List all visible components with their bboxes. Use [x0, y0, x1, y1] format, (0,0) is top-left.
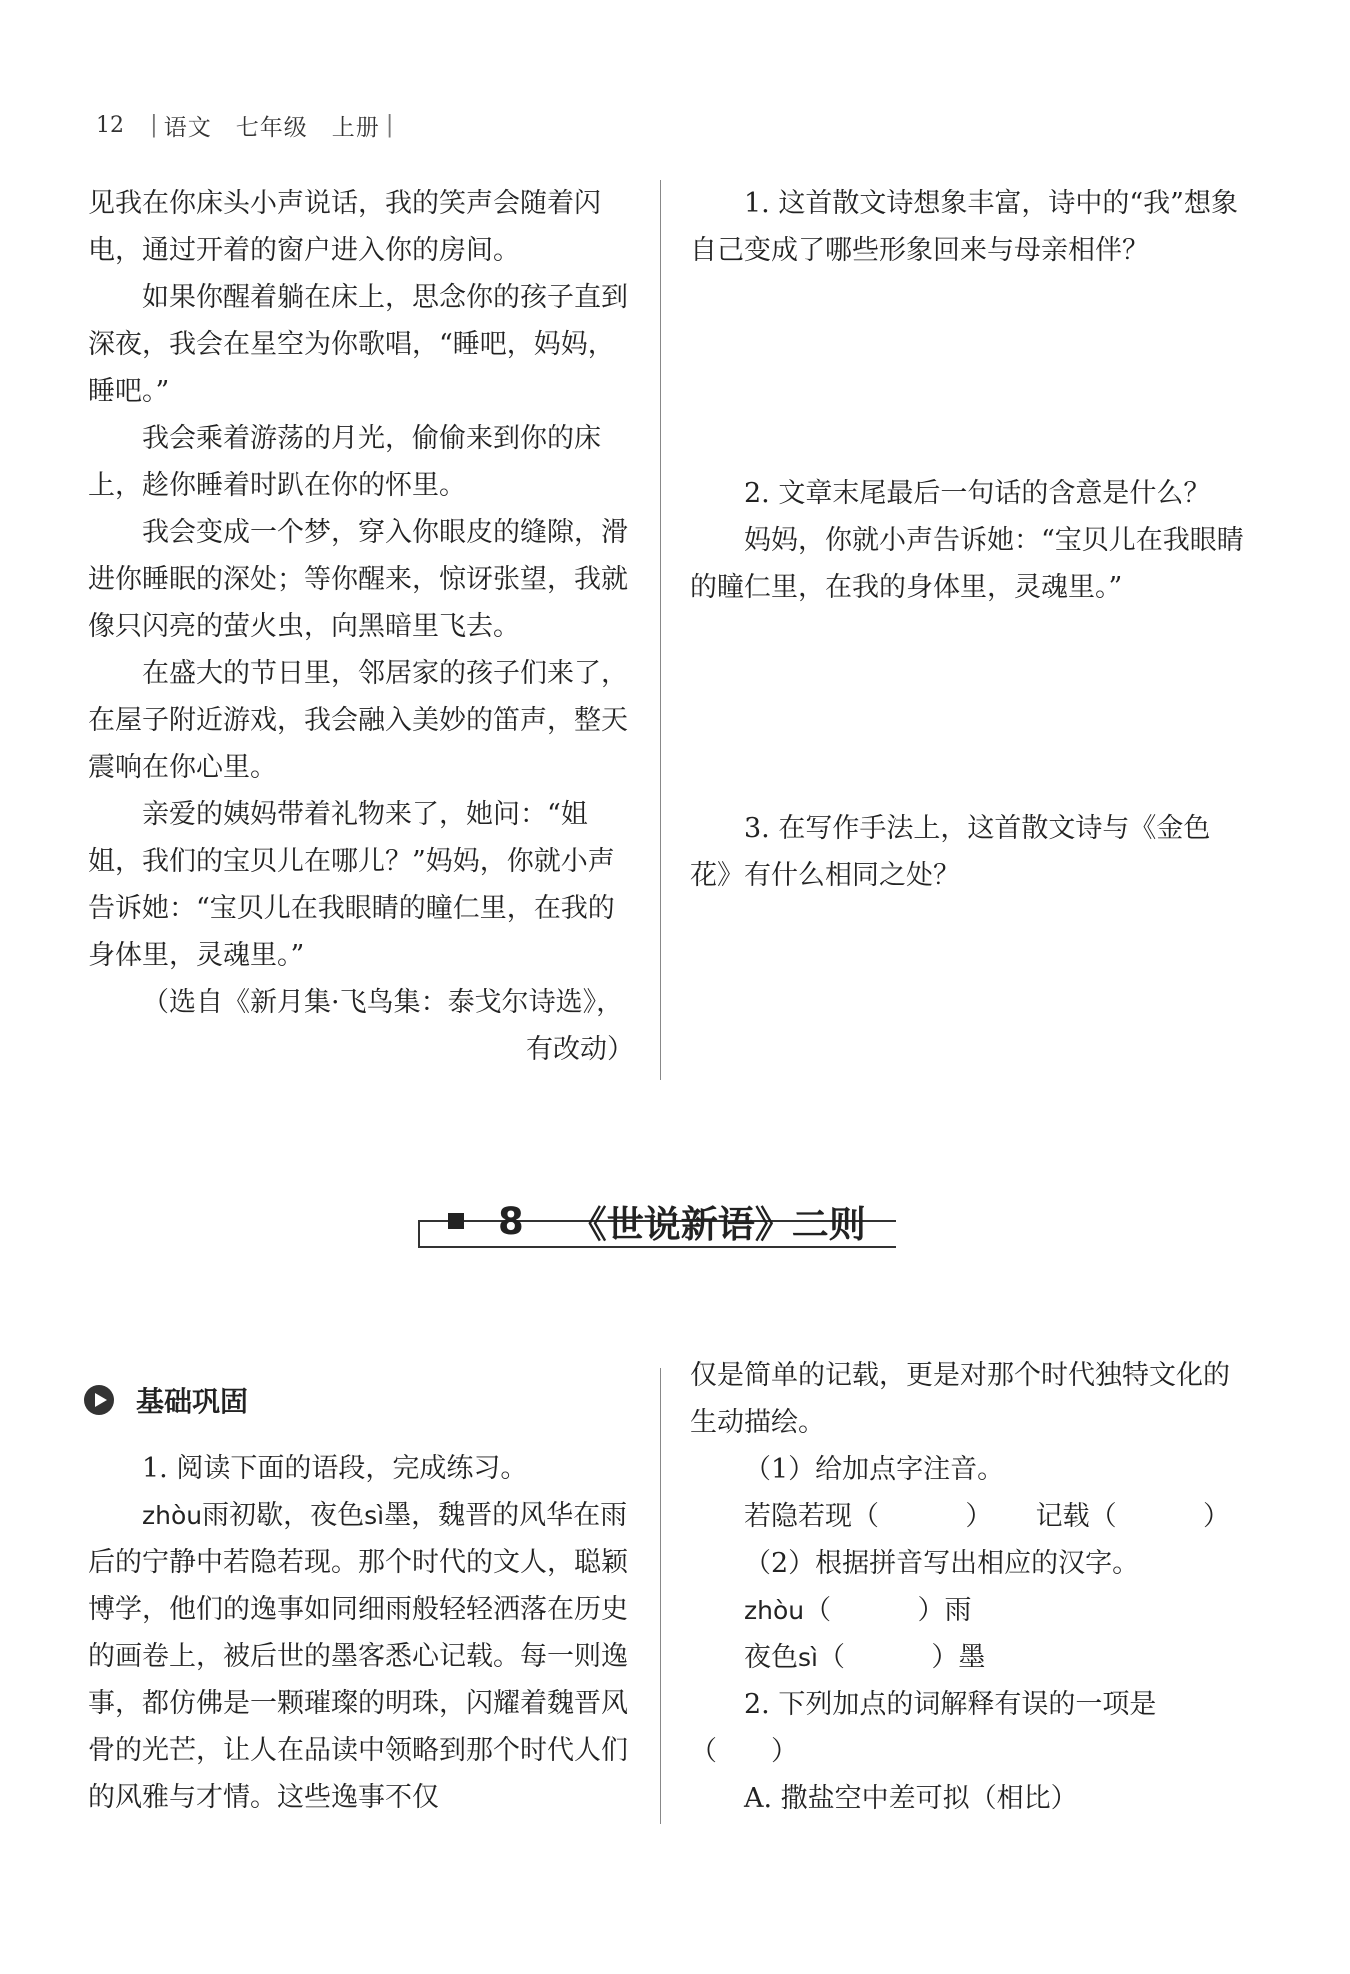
paren-close-text: ）雨: [917, 1595, 972, 1626]
page-header: [96, 108, 400, 142]
play-icon: [84, 1385, 114, 1415]
passage-text: 墨，魏晋的风华在雨后的宁静中若隐若现。那个时代的文人，聪颖博学，他们的逸事如同细雨般轻轻洒落在历史的画卷上，被后世的墨客悉心记载。每一则逸事，都仿佛是一颗璀璨的明珠，闪耀着魏晋风骨的光芒，让人在品读中领略到那个时代人们的风雅与才情。这些逸事不仅: [88, 1500, 628, 1813]
sub-question-2: （2）根据拼音写出相应的汉字。: [744, 1548, 1140, 1579]
exercise-column-left: [88, 1445, 634, 1821]
column-divider: [660, 180, 661, 1080]
poem-paragraph: 亲爱的姨妈带着礼物来了，她问：“姐姐，我们的宝贝儿在哪儿？”妈妈，你就小声告诉她：“宝贝儿在我眼睛的瞳仁里，在我的身体里，灵魂里。”: [88, 799, 615, 971]
pinyin-line: [690, 1587, 1250, 1634]
question-2-answer: 妈妈，你就小声告诉她：“宝贝儿在我眼睛的瞳仁里，在我的身体里，灵魂里。”: [690, 525, 1244, 603]
passage-continuation: 仅是简单的记载，更是对那个时代独特文化的生动描绘。: [690, 1360, 1230, 1438]
option-a: A. 撒盐空中差可拟（相比）: [744, 1783, 1078, 1814]
square-icon: [448, 1213, 464, 1229]
answer-paren[interactable]: （ ）: [690, 1736, 798, 1767]
paren-close: ）: [1202, 1501, 1230, 1532]
header-divider: |: [385, 112, 394, 138]
subsection-title: 基础巩固: [136, 1385, 249, 1418]
section-number: 8: [498, 1199, 524, 1243]
header-divider: |: [150, 112, 158, 138]
question-3: 3. 在写作手法上，这首散文诗与《金色花》有什么相同之处？: [690, 813, 1211, 891]
pinyin-zhou: zhòu: [744, 1596, 805, 1625]
source-note: 有改动）: [526, 1034, 634, 1065]
annotation-line: [690, 1493, 1250, 1540]
reading-passage: [88, 1492, 634, 1821]
column-divider: [660, 1368, 661, 1824]
poem-paragraph: 我会变成一个梦，穿入你眼皮的缝隙，滑进你睡眠的深处；等你醒来，惊讶张望，我就像只闪亮的萤火虫，向黑暗里飞去。: [88, 517, 628, 642]
question-1: 1. 这首散文诗想象丰富，诗中的“我”想象自己变成了哪些形象回来与母亲相伴？: [690, 188, 1238, 266]
section-heading: 《世说新语》二则: [569, 1203, 866, 1246]
poem-paragraph: 我会乘着游荡的月光，偷偷来到你的床上，趁你睡着时趴在你的怀里。: [88, 423, 601, 501]
page-number: 12: [96, 112, 124, 138]
passage-text: 雨初歇，夜色: [202, 1500, 365, 1531]
poem-column: [88, 180, 634, 1073]
paren-close: ）: [965, 1501, 993, 1532]
paren-open: （: [817, 1642, 845, 1673]
pinyin-line: [690, 1634, 1250, 1681]
book-title: 语文 七年级 上册: [163, 114, 380, 141]
paren-close-text: ）墨: [931, 1642, 986, 1673]
question-2-prompt: 2. 下列加点的词解释有误的一项是: [744, 1689, 1157, 1720]
pinyin-si: sì: [364, 1501, 385, 1530]
poem-paragraph: 见我在你床头小声说话，我的笑声会随着闪电，通过开着的窗户进入你的房间。: [88, 188, 601, 266]
questions-column: [690, 180, 1250, 274]
exercise-1-prompt: 1. 阅读下面的语段，完成练习。: [142, 1453, 528, 1484]
poem-paragraph: 在盛大的节日里，邻居家的孩子们来了，在屋子附近游戏，我会融入美妙的笛声，整天震响在你心里。: [88, 658, 628, 783]
question-2: 2. 文章末尾最后一句话的含意是什么？: [744, 478, 1211, 509]
section-title: [418, 1196, 896, 1246]
subsection-heading: [84, 1378, 248, 1422]
exercise-column-right: [690, 1352, 1250, 1822]
poem-paragraph: 如果你醒着躺在床上，思念你的孩子直到深夜，我会在星空为你歌唱，“睡吧，妈妈，睡吧。”: [88, 282, 628, 407]
question-2-block: [690, 470, 1250, 611]
prefix-text: 夜色: [744, 1642, 798, 1673]
sub-question-1: （1）给加点字注音。: [744, 1454, 1005, 1485]
source-note: （选自《新月集·飞鸟集：泰戈尔诗选》，: [142, 987, 624, 1018]
paren-open: （: [804, 1595, 832, 1626]
question-3-block: [690, 805, 1250, 899]
pinyin-si: sì: [798, 1643, 818, 1672]
word-jizai: 记载（: [1035, 1501, 1117, 1532]
pinyin-zhou: zhòu: [142, 1501, 203, 1530]
word-ruoyinruoxian: 若隐若现（: [744, 1501, 879, 1532]
